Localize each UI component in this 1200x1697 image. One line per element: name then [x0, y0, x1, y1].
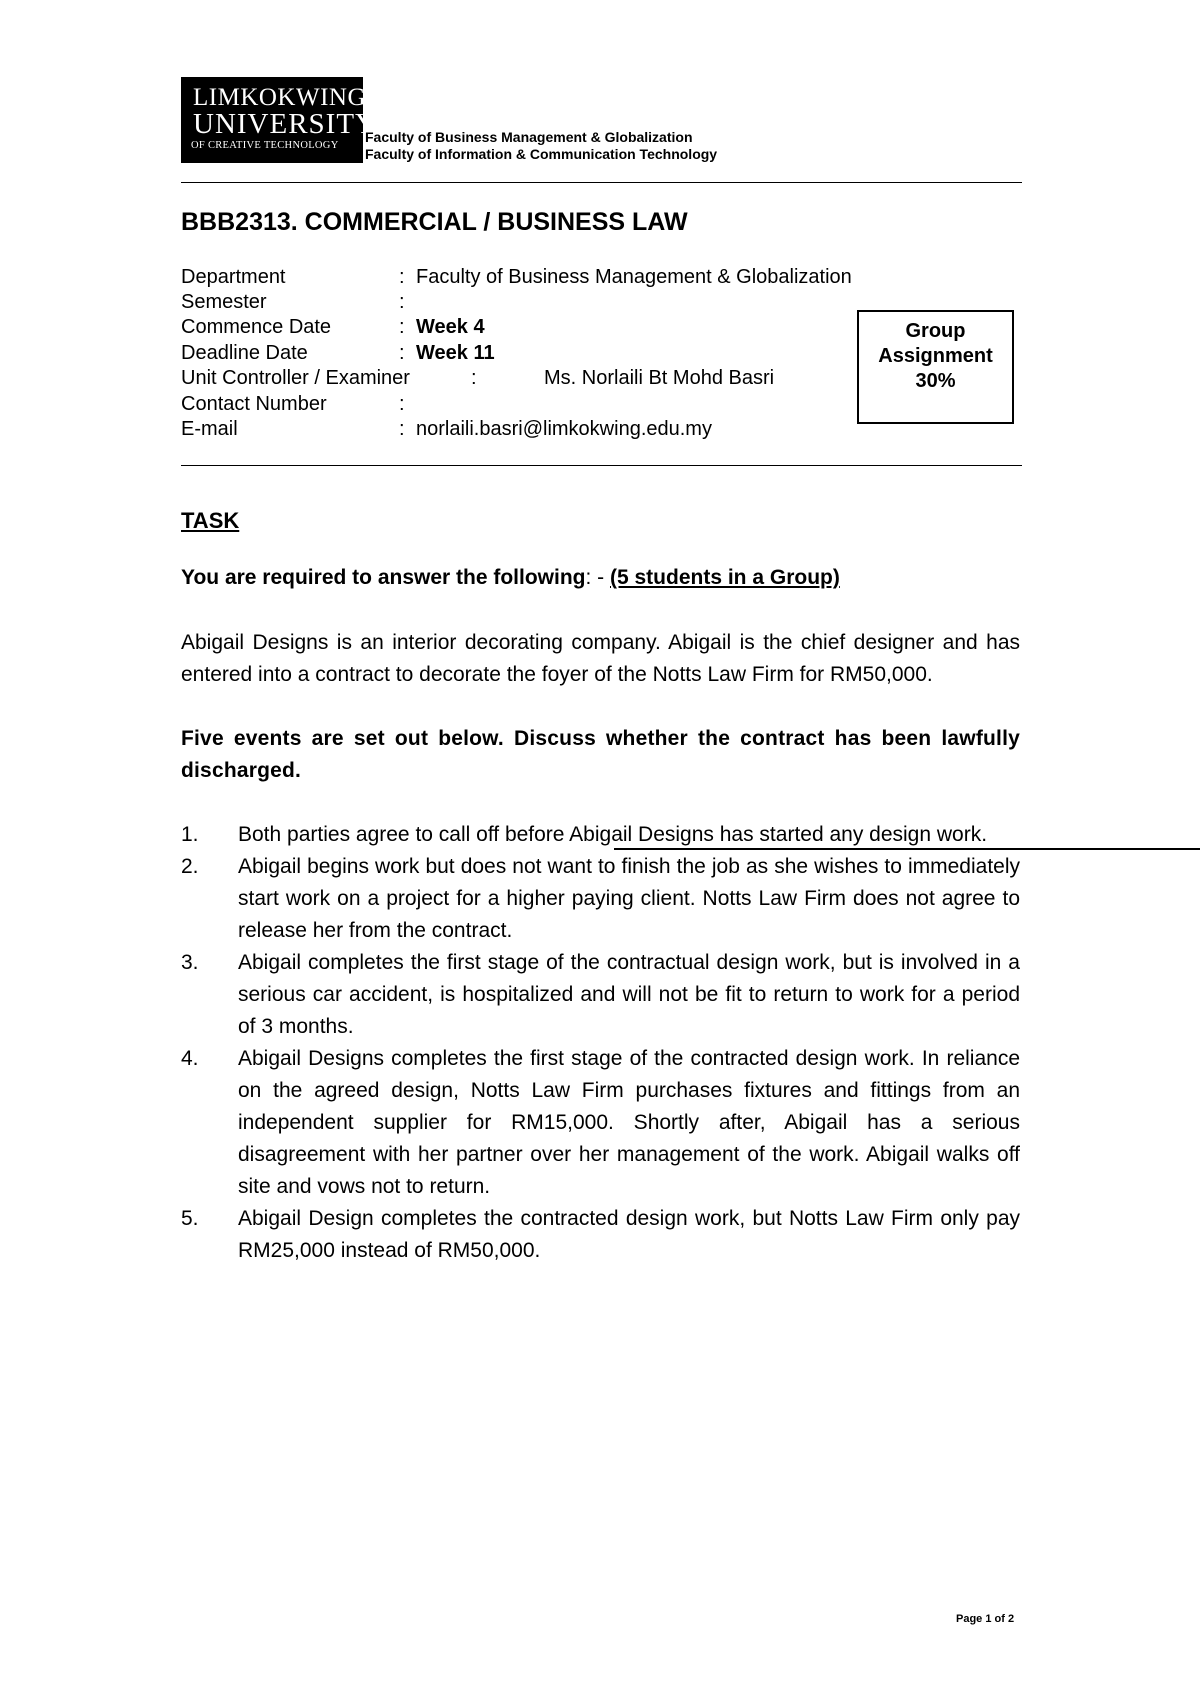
event-number: 4. [181, 1047, 199, 1070]
commence-value: Week 4 [416, 316, 485, 338]
header-divider [181, 182, 1022, 183]
event-text: Abigail begins work but does not want to finish the job as she wishes to immediately start work on a project for a higher paying client. Notts Law Firm does not agree to release her from the contract. [238, 855, 1020, 942]
list-item [181, 851, 1020, 947]
commence-label: Commence Date [181, 316, 332, 338]
logo-line1: LIMKOKWING [193, 84, 367, 111]
required-sep: : - [585, 566, 610, 589]
assignment-box [857, 310, 1014, 424]
contact-label: Contact Number [181, 393, 327, 415]
scenario-instruction: Five events are set out below. Discuss whether the contract has been lawfully discharged. [181, 727, 1020, 782]
colon: : [399, 418, 405, 440]
faculty-line1: Faculty of Business Management & Globalization [365, 129, 693, 145]
colon: : [399, 266, 405, 288]
info-divider [181, 465, 1022, 466]
events-list [181, 819, 1020, 1267]
faculty-line2: Faculty of Information & Communication Technology [365, 146, 718, 162]
controller-value: Ms. Norlaili Bt Mohd Basri [544, 367, 775, 389]
required-line [181, 566, 840, 590]
required-group: (5 students in a Group) [610, 566, 840, 589]
colon: : [399, 316, 405, 338]
email-label: E-mail [181, 418, 238, 440]
event-text: Both parties agree to call off before Abigail Designs has started any design work. [238, 823, 988, 846]
stray-underline [614, 848, 1200, 850]
event-number: 3. [181, 951, 199, 974]
event-text: Abigail completes the first stage of the contractual design work, but is involved in a serious car accident, is hospitalized and will not be fit to return to work for a period of 3 months. [238, 951, 1020, 1038]
deadline-value: Week 11 [416, 342, 495, 364]
required-prefix: You are required to answer the following [181, 566, 586, 589]
logo-line2: UNIVERSITY [193, 108, 377, 140]
controller-label: Unit Controller / Examiner [181, 367, 410, 389]
department-value: Faculty of Business Management & Globalization [416, 266, 852, 288]
assignment-box-line2: Assignment [878, 345, 993, 367]
scenario-intro: Abigail Designs is an interior decorating company. Abigail is the chief designer and has entered into a contract to decorate the foyer of the Notts Law Firm for RM50,000. [181, 631, 1020, 686]
list-item [181, 1043, 1020, 1203]
colon: : [471, 367, 477, 389]
list-item [181, 947, 1020, 1043]
colon: : [399, 291, 405, 313]
event-text: Abigail Design completes the contracted design work, but Notts Law Firm only pay RM25,000 instead of RM50,000. [238, 1207, 1020, 1262]
list-item [181, 819, 1020, 851]
task-heading: TASK [181, 508, 240, 533]
event-number: 5. [181, 1207, 199, 1230]
event-number: 2. [181, 855, 199, 878]
logo-line3: OF CREATIVE TECHNOLOGY [191, 140, 339, 151]
event-number: 1. [181, 823, 199, 846]
deadline-label: Deadline Date [181, 342, 308, 364]
department-label: Department [181, 266, 286, 288]
university-logo [181, 77, 377, 163]
assignment-box-line1: Group [905, 320, 966, 342]
page-number: Page 1 of 2 [956, 1613, 1015, 1625]
assignment-box-line3: 30% [915, 370, 956, 392]
event-text: Abigail Designs completes the first stage of the contracted design work. In reliance on the agreed design, Notts Law Firm purchases fixtures and fittings from an independent supplier for RM15,000. Shortly after, Abigail has a serious disagreement with her partner over her management of the work. Abigail walks off site and vows not to return. [238, 1047, 1020, 1198]
email-value: norlaili.basri@limkokwing.edu.my [416, 418, 712, 440]
list-item [181, 1203, 1020, 1267]
colon: : [399, 342, 405, 364]
course-title: BBB2313. COMMERCIAL / BUSINESS LAW [181, 208, 688, 236]
semester-label: Semester [181, 291, 267, 313]
colon: : [399, 393, 405, 415]
